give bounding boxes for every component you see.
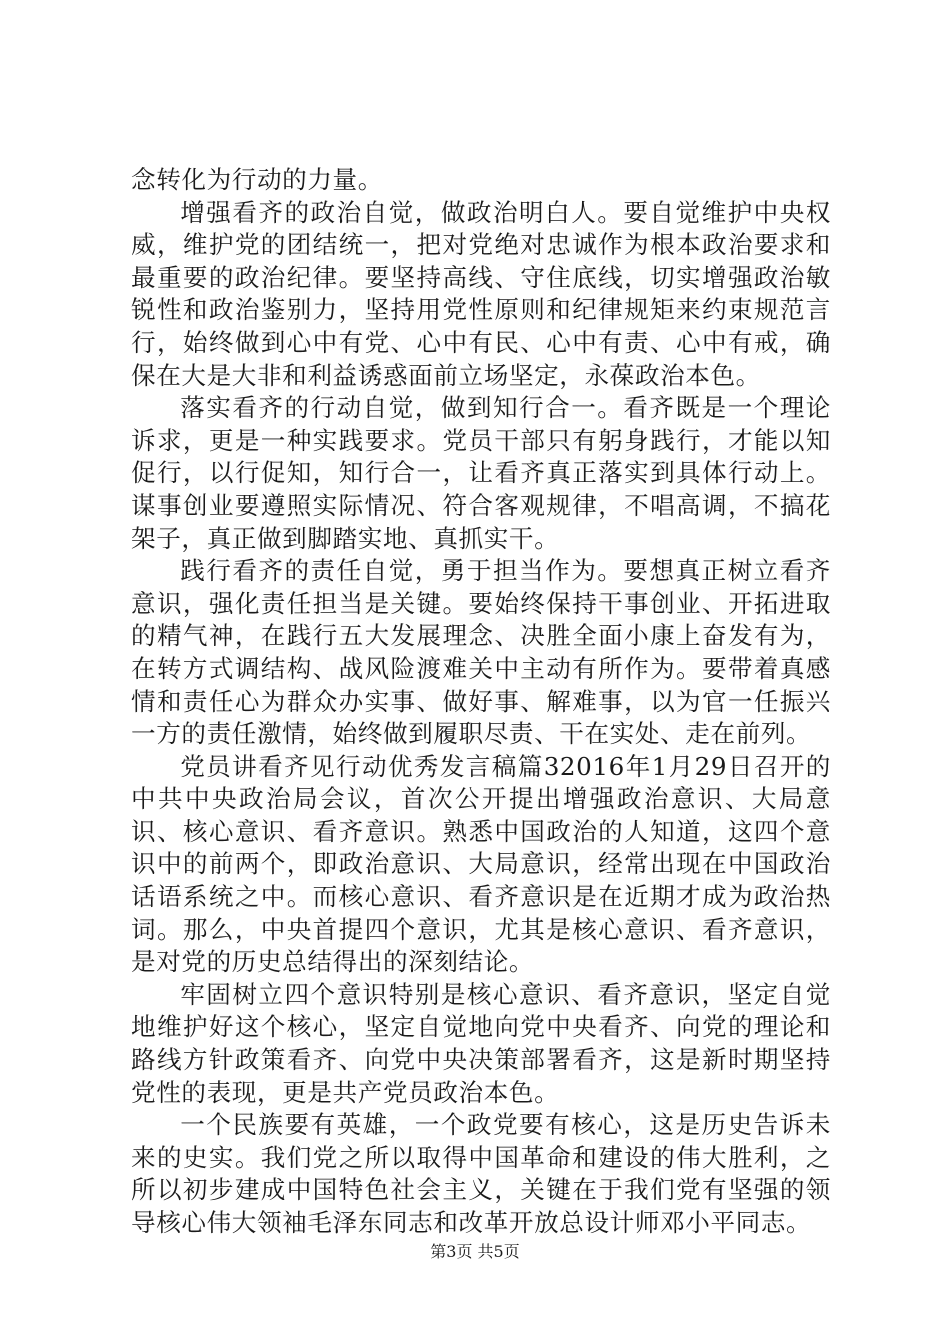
paragraph-6: 牢固树立四个意识特别是核心意识、看齐意识，坚定自觉地维护好这个核心，坚定自觉地向党中央看齐、向党的理论和路线方针政策看齐、向党中央决策部署看齐，这是新时期坚持党性的表现，更是共产党员政治本色。 [131,979,831,1107]
paragraph-7: 一个民族要有英雄，一个政党要有核心，这是历史告诉未来的史实。我们党之所以取得中国革命和建设的伟大胜利，之所以初步建成中国特色社会主义，关键在于我们党有坚强的领导核心伟大领袖毛泽东同志和改革开放总设计师邓小平同志。 [131,1110,831,1237]
paragraph-2: 增强看齐的政治自觉，做政治明白人。要自觉维护中央权威，维护党的团结统一，把对党绝对忠诚作为根本政治要求和最重要的政治纪律。要坚持高线、守住底线，切实增强政治敏锐性和政治鉴别力，坚持用党性原则和纪律规矩来约束规范言行，始终做到心中有党、心中有民、心中有责、心中有戒，确保在大是大非和利益诱惑面前立场坚定，永葆政治本色。 [131,197,831,390]
paragraph-3: 落实看齐的行动自觉，做到知行合一。看齐既是一个理论诉求，更是一种实践要求。党员干部只有躬身践行，才能以知促行，以行促知，知行合一，让看齐真正落实到具体行动上。谋事创业要遵照实际情况、符合客观规律，不唱高调，不搞花架子，真正做到脚踏实地、真抓实干。 [131,393,831,553]
paragraph-5: 党员讲看齐见行动优秀发言稿篇32016年1月29日召开的中共中央政治局会议，首次公开提出增强政治意识、大局意识、核心意识、看齐意识。熟悉中国政治的人知道，这四个意识中的前两个，即政治意识、大局意识，经常出现在中国政治话语系统之中。而核心意识、看齐意识是在近期才成为政治热词。那么，中央首提四个意识，尤其是核心意识、看齐意识，是对党的历史总结得出的深刻结论。 [131,751,831,977]
document-body [131,164,831,1240]
page-number-footer: 第3页 共5页 [430,1242,520,1261]
paragraph-1: 念转化为行动的力量。 [131,165,383,194]
paragraph-4: 践行看齐的责任自觉，勇于担当作为。要想真正树立看齐意识，强化责任担当是关键。要始终保持干事创业、开拓进取的精气神，在践行五大发展理念、决胜全面小康上奋发有为，在转方式调结构、战风险渡难关中主动有所作为。要带着真感情和责任心为群众办实事、做好事、解难事，以为官一任振兴一方的责任激情，始终做到履职尽责、干在实处、走在前列。 [131,556,831,749]
